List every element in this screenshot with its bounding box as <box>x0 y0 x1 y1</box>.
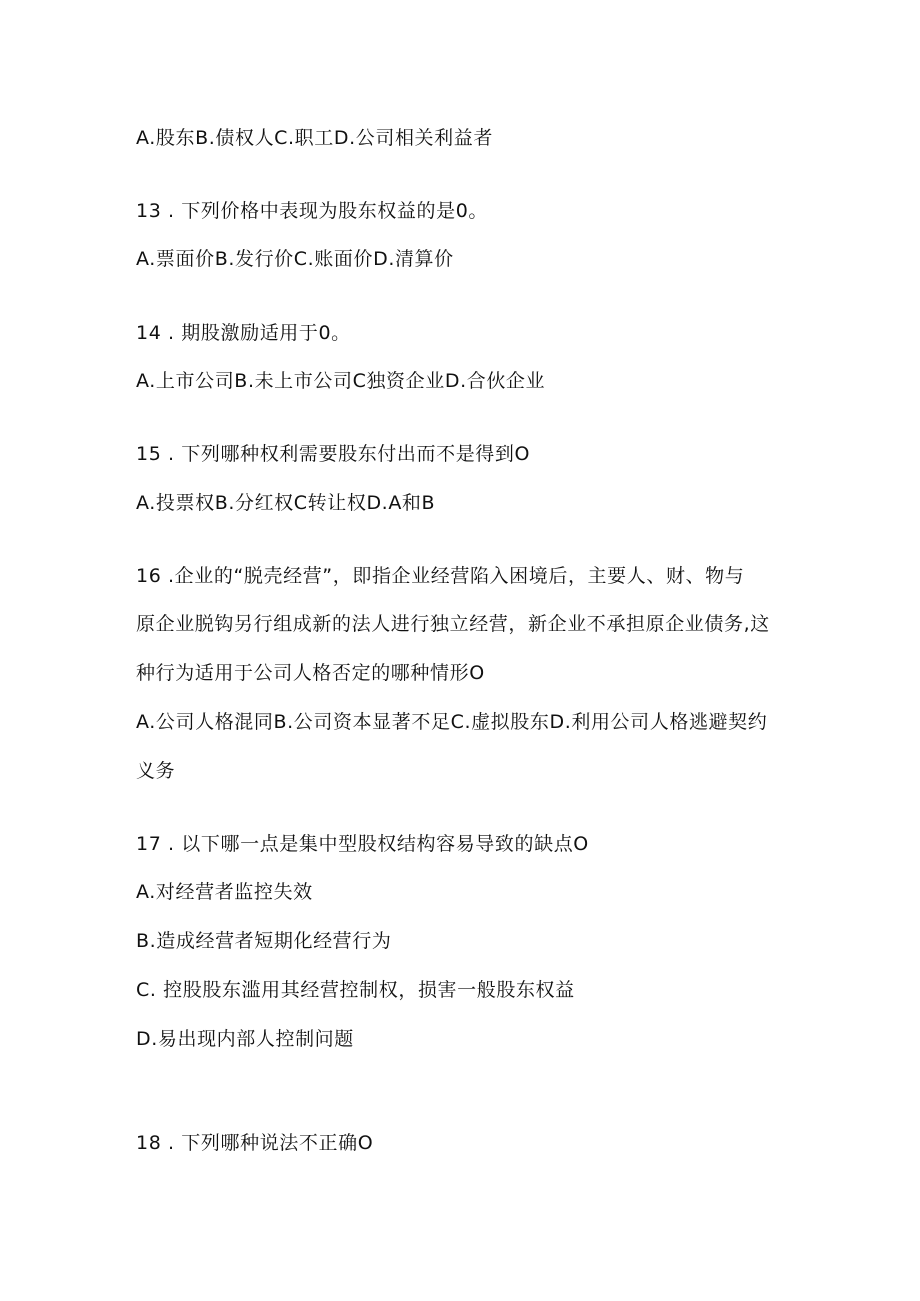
q17-option-b: B.造成经营者短期化经营行为 <box>136 930 392 952</box>
q14-options: A.上市公司B.未上市公司C独资企业D.合伙企业 <box>136 370 546 392</box>
q17-option-d: D.易出现内部人控制问题 <box>136 1028 354 1050</box>
q14-question: 14 . 期股激励适用于0。 <box>136 322 351 344</box>
q15-options: A.投票权B.分红权C转让权D.A和B <box>136 492 436 514</box>
q16-options-line-1: A.公司人格混同B.公司资本显著不足C.虚拟股东D.利用公司人格逃避契约 <box>136 711 768 733</box>
q16-question-line-3: 种行为适用于公司人格否定的哪种情形O <box>136 662 485 684</box>
q15-question: 15 . 下列哪种权利需要股东付出而不是得到O <box>136 443 531 465</box>
q12-options: A.股东B.债权人C.职工D.公司相关利益者 <box>136 127 493 149</box>
q18-question: 18 . 下列哪种说法不正确O <box>136 1132 374 1154</box>
q17-option-c: C. 控股股东滥用其经营控制权，损害一般股东权益 <box>136 979 575 1001</box>
q16-question-line-2: 原企业脱钩另行组成新的法人进行独立经营，新企业不承担原企业债务,这 <box>136 613 770 635</box>
q17-question: 17 . 以下哪一点是集中型股权结构容易导致的缺点O <box>136 833 589 855</box>
q13-options: A.票面价B.发行价C.账面价D.清算价 <box>136 248 454 270</box>
q16-question-line-1: 16 .企业的“脱壳经营”，即指企业经营陷入困境后，主要人、财、物与 <box>136 565 745 587</box>
q17-option-a: A.对经营者监控失效 <box>136 881 313 903</box>
q13-question: 13 . 下列价格中表现为股东权益的是0。 <box>136 200 488 222</box>
q16-options-line-2: 义务 <box>136 760 176 782</box>
